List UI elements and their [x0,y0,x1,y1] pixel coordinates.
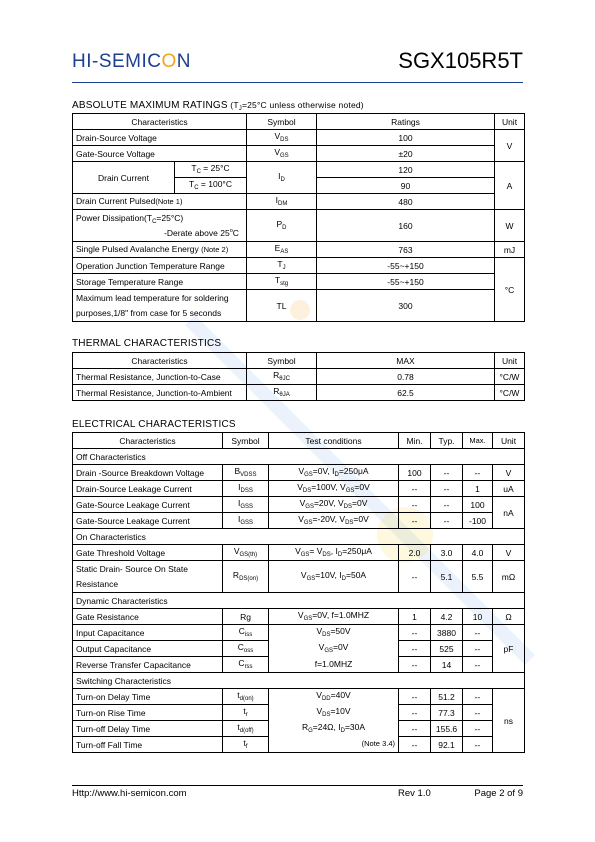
abs-max-title: ABSOLUTE MAXIMUM RATINGS ($T_J=25^\circ C$ unless otherwise noted) [72,100,364,112]
table-row: Thermal Resistance, Junction-to-Ambient $R_{\theta JA}$ 62.5 °C/W [73,385,525,401]
table-row: Drain Current Pulsed(Note 1) $I_{DM}$ 480 [73,194,525,210]
table-row: Drain -Source Breakdown Voltage $B_{VDSS}$ $V_{GS}=0V$, $I_D=250\mu A$ 100 -- -- V [73,465,525,481]
table-row: Static Drain- Source On State Resistance $R_{DS(on)}$ $V_{GS}=10V$, $I_D=50A$ -- 5.1 5.5 mΩ [73,561,525,593]
section-row: Switching Characteristics [73,673,525,689]
electrical-title: ELECTRICAL CHARACTERISTICS [72,419,236,430]
table-row: Gate-Source Leakage Current $I_{GSS}$ $V_{GS}=20V$, $V_{DS}=0V$ -- -- 100 nA [73,497,525,513]
table-row: Operation Junction Temperature Range $T_J$ -55~+150 °C [73,258,525,274]
part-number: SGX105R5T [398,48,523,73]
table-row: Thermal Resistance, Junction-to-Case $R_{\theta JC}$ 0.78 °C/W [73,369,525,385]
section-row: Dynamic Characteristics [73,593,525,609]
table-row: Turn-off Fall Time $t_f$ (Note 3.4) -- 92.1 -- [73,737,525,753]
footer-revision: Rev 1.0 [398,788,431,799]
abs-max-table [72,113,525,322]
table-row: Turn-on Rise Time $t_r$ $V_{DS}=10V$ -- 77.3 -- [73,705,525,721]
table-row: $T_C = 100^\circ C$ 90 [73,178,525,194]
footer-divider [72,785,523,786]
table-row: Drain-Source Voltage $V_{DS}$ 100 V [73,130,525,146]
table-header: Characteristics Symbol Ratings Unit [73,114,525,130]
table-row: Input Capacitance $C_{iss}$ $V_{DS}=50V$ -- 3880 -- pF [73,625,525,641]
electrical-table [72,432,525,753]
table-row: Gate-Source Leakage Current $I_{GSS}$ $V_{GS}=-20V$, $V_{DS}=0V$ -- -- -100 [73,513,525,529]
table-header: Characteristics Symbol MAX Unit [73,353,525,369]
footer-url[interactable]: Http://www.hi-semicon.com [72,788,187,799]
table-row: Gate-Source Voltage $V_{GS}$ ±20 [73,146,525,162]
table-row: Turn-off Delay Time $t_{d(off)}$ $R_G=24\Omega$, $I_D=30A$ -- 155.6 -- [73,721,525,737]
table-row: Maximum lead temperature for soldering purposes,1/8" from case for 5 seconds TL 300 [73,290,525,322]
thermal-table [72,352,525,401]
footer-page-number: Page 2 of 9 [474,788,523,799]
table-row: Output Capacitance $C_{oss}$ $V_{GS}=0V$ -- 525 -- [73,641,525,657]
table-header: Characteristics Symbol Test conditions Min. Typ. Max. Unit [73,433,525,449]
table-row: Gate Resistance Rg $V_{GS}=0V$, f=1.0MHZ 1 4.2 10 Ω [73,609,525,625]
table-row: Reverse Transfer Capacitance $C_{rss}$ f=1.0MHZ -- 14 -- [73,657,525,673]
table-row: Drain-Source Leakage Current $I_{DSS}$ $V_{DS}=100V$, $V_{GS}=0V$ -- -- 1 uA [73,481,525,497]
section-row: Off Characteristics [73,449,525,465]
table-row: Drain Current $T_C = 25^\circ C$ $I_D$ 120 A [73,162,525,178]
table-row: Gate Threshold Voltage $V_{GS(th)}$ $V_{GS}= V_{DS}$, $I_D=250\mu A$ 2.0 3.0 4.0 V [73,545,525,561]
company-logo: HI-SEMICON [72,51,192,72]
header-divider [72,82,523,83]
thermal-title: THERMAL CHARACTERISTICS [72,338,222,349]
section-row: On Characteristics [73,529,525,545]
table-row: Single Pulsed Avalanche Energy (Note 2) $E_{AS}$ 763 mJ [73,242,525,258]
table-row: Storage Temperature Range $T_{stg}$ -55~+150 [73,274,525,290]
table-row: Power $Dissipation(T_C=25^\circ C)$ -Derate above 25$^o$C $P_D$ 160 W [73,210,525,242]
table-row: Turn-on Delay Time $t_{d(on)}$ $V_{DD}=40V$ -- 51.2 -- ns [73,689,525,705]
